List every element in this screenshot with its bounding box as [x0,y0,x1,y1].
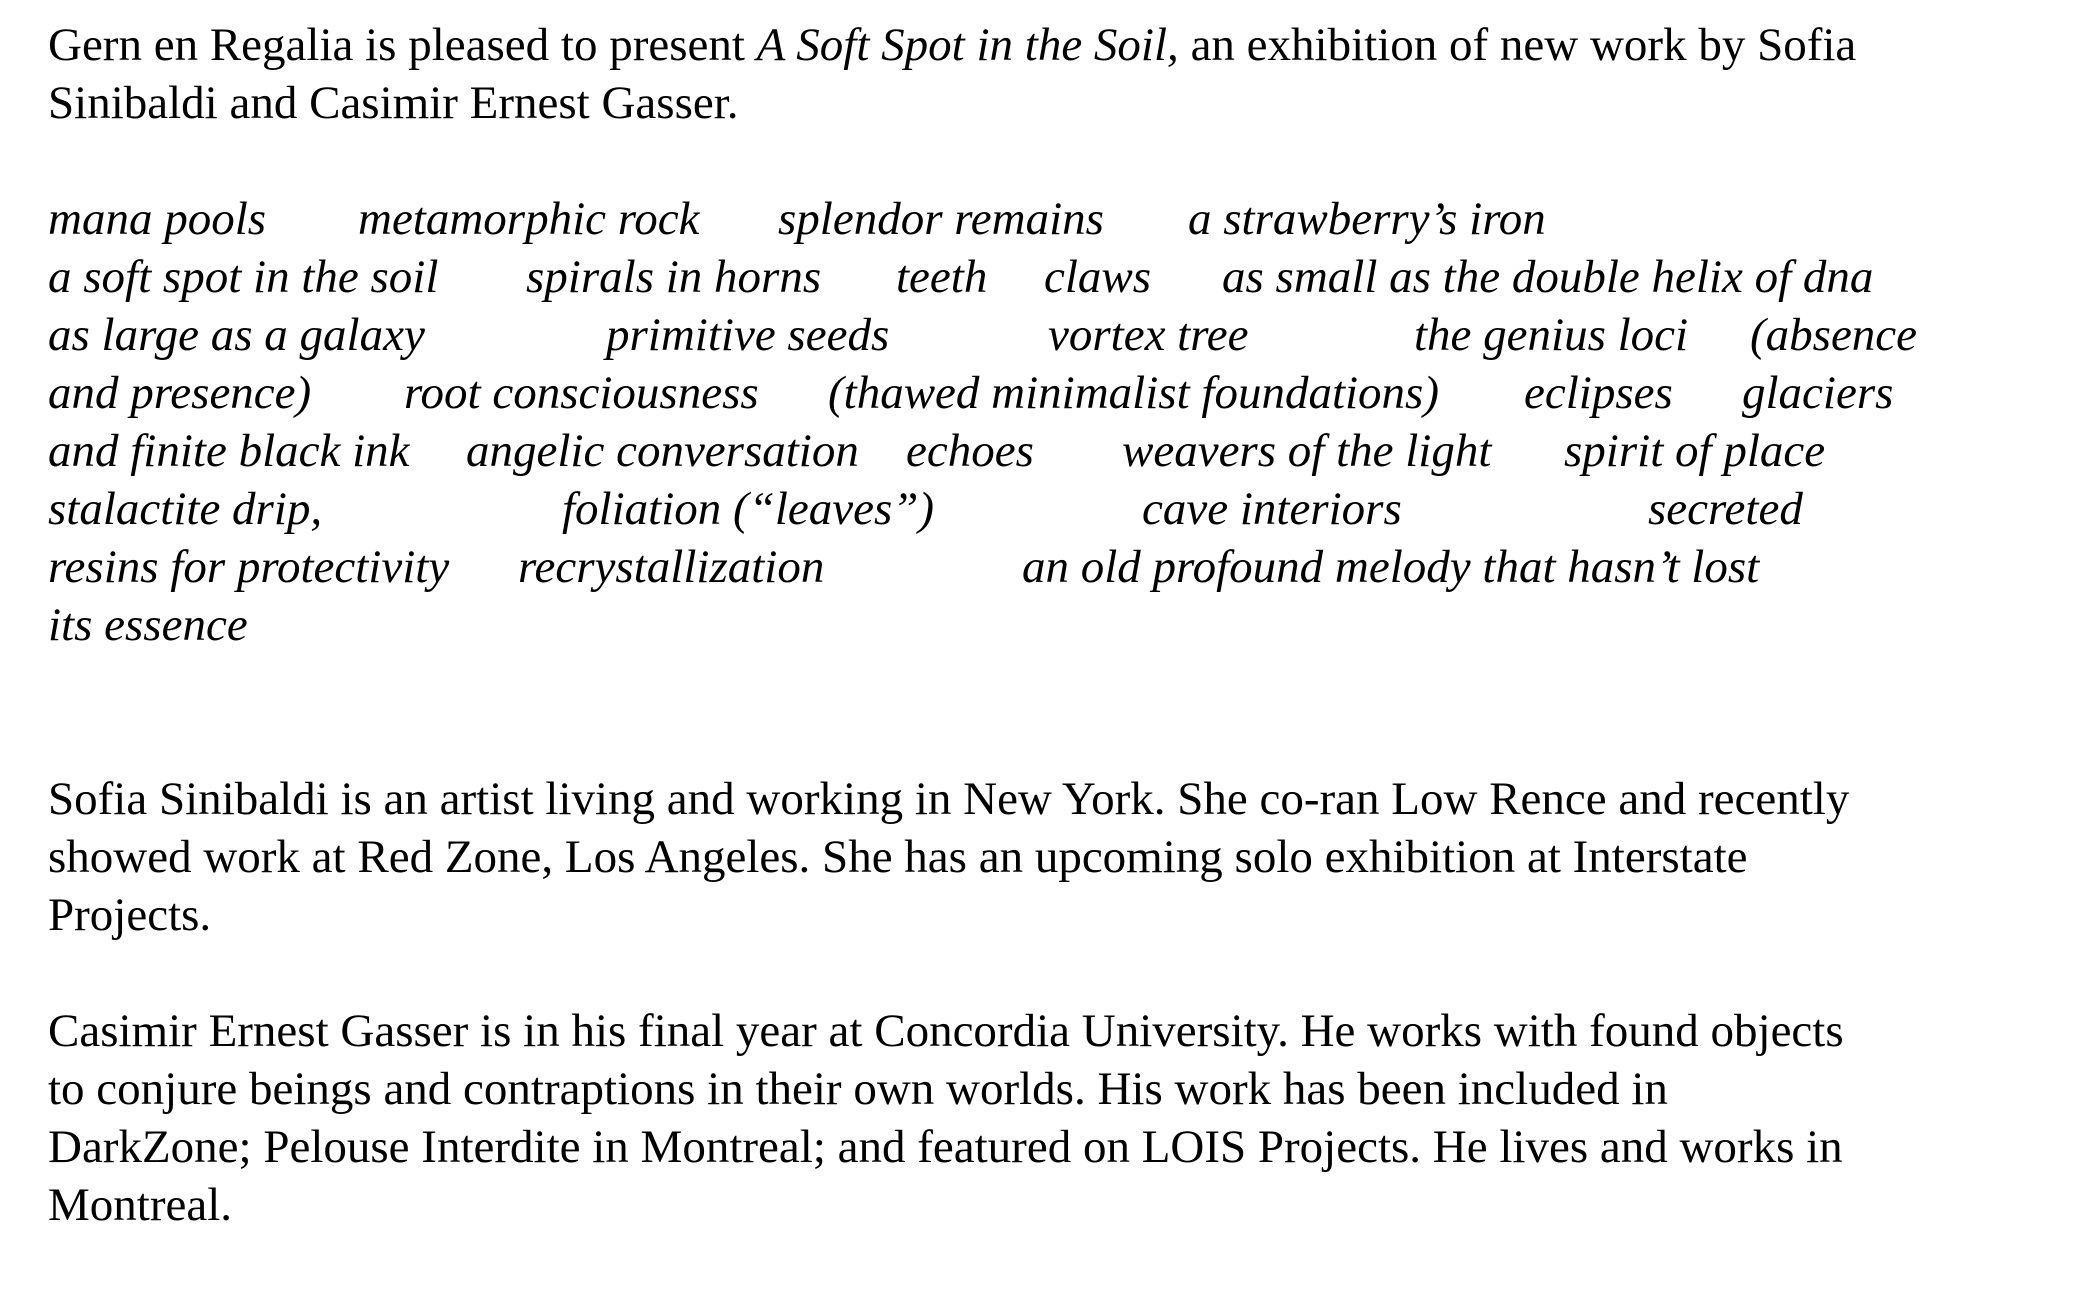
bio-line: Montreal. [48,1179,233,1231]
intro-line-2: Sinibaldi and Casimir Ernest Gasser. [48,77,739,129]
poem-phrase: angelic conversation [466,425,859,477]
bio-sofia-sinibaldi [48,770,2058,944]
intro-text: Gern en Regalia is pleased to present [48,19,757,71]
poem-line-8 [48,596,2058,654]
poem-phrase: primitive seeds [606,309,890,361]
bio-line: Casimir Ernest Gasser is in his final year at Concordia University. He works with found objects [48,1005,1844,1057]
poem-phrase: vortex tree [1048,309,1249,361]
poem-phrase: root consciousness [404,367,759,419]
poem-phrase: foliation (“leaves”) [562,483,935,535]
poem-phrase: as large as a galaxy [48,309,425,361]
bio-line: Projects. [48,889,212,941]
word-list-poem [48,190,2058,654]
poem-line-1 [48,190,2058,248]
poem-phrase: secreted [1648,483,1803,535]
poem-line-3 [48,306,2058,364]
poem-line-4 [48,364,2058,422]
poem-phrase: stalactite drip, [48,483,323,535]
bio-line: Sofia Sinibaldi is an artist living and working in New York. She co-ran Low Rence and recently [48,773,1850,825]
intro-line-1 [48,16,2058,74]
poem-phrase: recrystallization [518,541,825,593]
bio-line: to conjure beings and contraptions in their own worlds. His work has been included in [48,1063,1668,1115]
poem-line-2 [48,248,2058,306]
poem-phrase: (absence [1750,309,1918,361]
poem-phrase: mana pools [48,193,267,245]
poem-phrase: weavers of the light [1122,425,1492,477]
poem-phrase: echoes [906,425,1034,477]
poem-phrase: and finite black ink [48,425,410,477]
poem-phrase: a strawberry’s iron [1188,193,1546,245]
intro-text-continued: an exhibition of new work by Sofia [1178,19,1857,71]
poem-phrase: resins for protectivity [48,541,450,593]
exhibition-title: A Soft Spot in the Soil, [756,19,1179,71]
press-release-page [48,16,2058,1234]
intro-paragraph [48,16,2058,132]
poem-line-6 [48,480,2058,538]
bio-casimir-ernest-gasser [48,1002,2058,1234]
poem-phrase: teeth [896,251,988,303]
poem-phrase: claws [1044,251,1152,303]
poem-phrase: the genius loci [1414,309,1689,361]
poem-phrase: an old profound melody that hasn’t lost [1022,541,1760,593]
poem-phrase: metamorphic rock [358,193,700,245]
poem-phrase: and presence) [48,367,312,419]
poem-phrase: as small as the double helix of dna [1222,251,1874,303]
poem-phrase: a soft spot in the soil [48,251,439,303]
bio-line: DarkZone; Pelouse Interdite in Montreal; and featured on LOIS Projects. He lives and works in [48,1121,1843,1173]
poem-phrase: glaciers [1742,367,1894,419]
poem-line-7 [48,538,2058,596]
poem-phrase: cave interiors [1142,483,1402,535]
bio-line: showed work at Red Zone, Los Angeles. She has an upcoming solo exhibition at Interstate [48,831,1748,883]
poem-phrase: (thawed minimalist foundations) [828,367,1439,419]
poem-phrase: splendor remains [778,193,1104,245]
poem-line-5 [48,422,2058,480]
poem-phrase: spirit of place [1564,425,1826,477]
poem-phrase: spirals in horns [526,251,822,303]
poem-phrase: its essence [48,599,248,651]
poem-phrase: eclipses [1524,367,1673,419]
